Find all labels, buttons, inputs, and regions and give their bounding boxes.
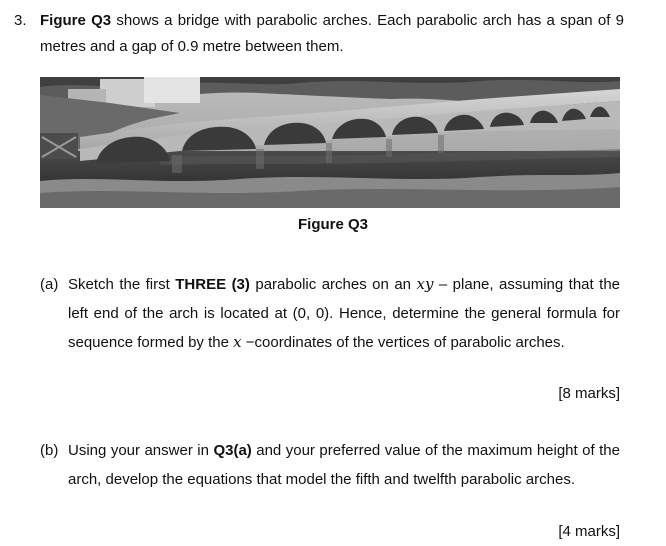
figure-reference: Figure Q3 — [40, 12, 112, 29]
part-a-label: (a) — [40, 276, 59, 293]
part-a-math-xy: xy — [416, 275, 434, 293]
part-a-text-1: Sketch the first — [68, 276, 176, 293]
part-b-marks: [4 marks] — [558, 523, 620, 540]
bridge-photo — [40, 77, 620, 208]
part-a-bold: THREE (3) — [175, 276, 250, 293]
part-b-label: (b) — [40, 442, 59, 459]
part-a-marks: [8 marks] — [558, 385, 620, 402]
part-b-text-2: and your preferred value of the maximum height of the arch, develop the equations that model the fifth and twelfth parabolic arches. — [68, 442, 620, 488]
question-number: 3. — [14, 12, 27, 29]
part-a-text-4: −coordinates of the vertices of parabolic arches. — [241, 334, 565, 351]
bridge-photo-illustration — [40, 77, 620, 208]
question-intro-text: shows a bridge with parabolic arches. Each parabolic arch has a span of 9 metres and a gap of 0.9 metre between them. — [40, 12, 624, 55]
part-a-text — [68, 270, 620, 357]
figure-caption: Figure Q3 — [297, 216, 368, 233]
part-a-text-2: parabolic arches on an — [249, 276, 417, 293]
part-b-bold: Q3(a) — [213, 442, 252, 459]
part-a-math-x: x — [233, 333, 242, 351]
question-intro — [40, 8, 624, 60]
part-b-text-1: Using your answer in — [68, 442, 214, 459]
part-b-text — [68, 436, 620, 494]
part-a-text-3: – plane, assuming that the left end of the arch is located at (0, 0). Hence, determine the general formula for sequence formed by the — [68, 276, 621, 351]
